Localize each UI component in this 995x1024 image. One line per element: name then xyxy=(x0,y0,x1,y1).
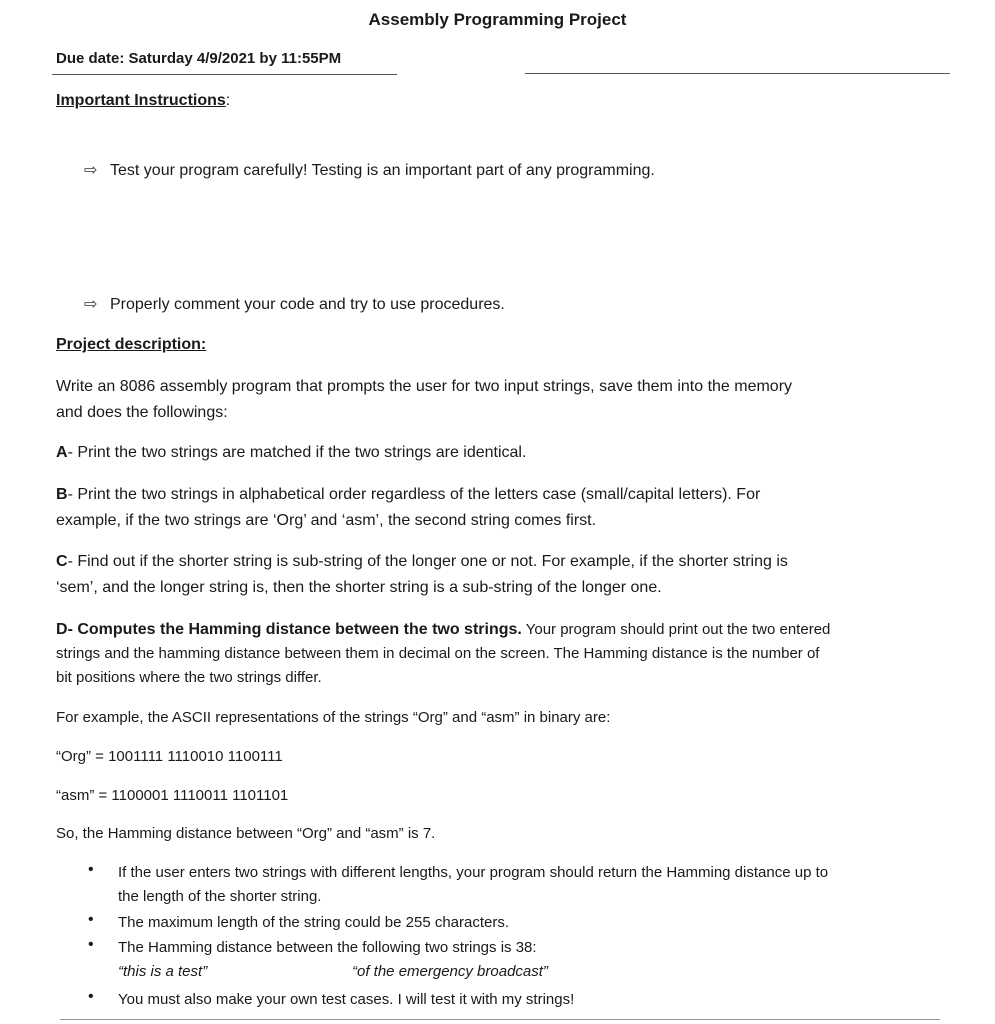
page-bottom-rule xyxy=(60,1019,940,1020)
hamming-conclusion: So, the Hamming distance between “Org” and “asm” is 7. xyxy=(56,825,436,842)
requirement-a xyxy=(56,440,946,466)
bullet-item-own-tests: You must also make your own test cases. I will test it with my strings! xyxy=(118,991,575,1008)
signature-line xyxy=(525,73,950,74)
bullet-icon: • xyxy=(88,861,94,878)
document-title: Assembly Programming Project xyxy=(368,10,627,29)
project-intro-line: Write an 8086 assembly program that prompts the user for two input strings, save them into the memory xyxy=(56,378,793,395)
requirement-label: D xyxy=(56,621,68,638)
requirement-text: - Print the two strings in alphabetical order regardless of the letters case (small/capital letters). For xyxy=(67,486,761,503)
requirement-bold-text: - Computes the Hamming distance between the two strings. xyxy=(67,621,522,638)
bullet-text: The Hamming distance between the following two strings is 38: xyxy=(118,939,537,956)
bullet-icon: • xyxy=(88,988,94,1005)
requirement-text: example, if the two strings are ‘Org’ and ‘asm’, the second string comes first. xyxy=(56,512,597,529)
requirement-text: strings and the hamming distance between them in decimal on the screen. The Hamming distance is the number of xyxy=(56,645,820,662)
instruction-item-testing xyxy=(84,160,655,180)
instructions-heading-colon: : xyxy=(225,92,231,109)
requirement-c xyxy=(56,549,946,601)
bullet-icon: • xyxy=(88,936,94,953)
example-string-1: “this is a test” xyxy=(118,963,208,980)
org-binary: “Org” = 1001111 1110010 1100111 xyxy=(56,748,283,765)
bullet-item-max-length: The maximum length of the string could be 255 characters. xyxy=(118,914,510,931)
bullet-item-different-lengths xyxy=(118,861,958,909)
bullet-icon: • xyxy=(88,911,94,928)
project-intro-line: and does the followings: xyxy=(56,404,228,421)
instruction-item-comments xyxy=(84,294,505,314)
requirement-b xyxy=(56,482,946,534)
bullet-item-example-38 xyxy=(118,936,958,984)
due-date: Due date: Saturday 4/9/2021 by 11:55PM xyxy=(56,50,342,67)
project-intro xyxy=(56,374,946,426)
due-date-underline xyxy=(52,74,397,75)
project-description-heading: Project description: xyxy=(56,336,207,353)
requirement-text: - Find out if the shorter string is sub-string of the longer one or not. For example, if the shorter string is xyxy=(67,553,788,570)
requirement-text: Your program should print out the two entered xyxy=(521,621,831,638)
requirement-d xyxy=(56,618,946,690)
example-string-2: “of the emergency broadcast” xyxy=(352,963,548,980)
arrow-right-icon: ⇨ xyxy=(84,162,98,179)
bullet-text: If the user enters two strings with different lengths, your program should return the Hamming distance up to xyxy=(118,864,829,881)
requirement-label: A xyxy=(56,444,68,461)
requirement-text: bit positions where the two strings differ. xyxy=(56,669,322,686)
asm-binary: “asm” = 1100001 1110011 1101101 xyxy=(56,787,289,804)
example-intro: For example, the ASCII representations of the strings “Org” and “asm” in binary are: xyxy=(56,709,611,726)
instruction-text: Properly comment your code and try to use procedures. xyxy=(110,296,505,313)
requirement-text: ‘sem’, and the longer string is, then the shorter string is a sub-string of the longer one. xyxy=(56,579,662,596)
requirement-text: - Print the two strings are matched if the two strings are identical. xyxy=(67,444,527,461)
requirement-label: B xyxy=(56,486,68,503)
instructions-heading: Important Instructions xyxy=(56,92,226,109)
arrow-right-icon: ⇨ xyxy=(84,296,98,313)
requirement-label: C xyxy=(56,553,68,570)
instruction-text: Test your program carefully! Testing is an important part of any programming. xyxy=(110,162,655,179)
bullet-text: the length of the shorter string. xyxy=(118,888,322,905)
instructions-heading-row xyxy=(56,92,230,110)
